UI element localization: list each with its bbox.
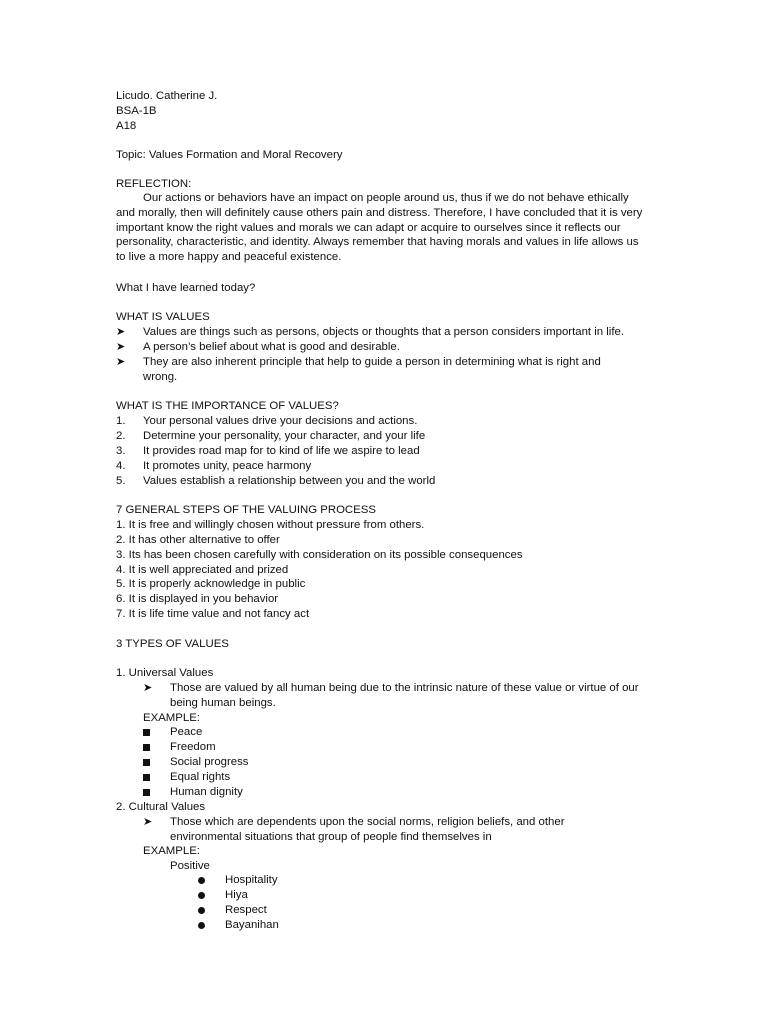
- list-item: It provides road map for to kind of life we aspire to lead: [143, 445, 420, 457]
- step-item: 1. It is free and willingly chosen without pressure from others.: [116, 519, 425, 531]
- circle-bullet-icon: [198, 892, 205, 899]
- student-section: A18: [116, 120, 137, 132]
- cultural-values-title: 2. Cultural Values: [116, 801, 206, 813]
- example-item: Peace: [170, 726, 203, 738]
- square-bullet-icon: [143, 774, 150, 781]
- example-item: Freedom: [170, 741, 216, 753]
- step-item: 2. It has other alternative to offer: [116, 534, 280, 546]
- circle-bullet-icon: [198, 877, 205, 884]
- step-item: 4. It is well appreciated and prized: [116, 564, 289, 576]
- student-course: BSA-1B: [116, 105, 157, 117]
- example-item: Social progress: [170, 756, 249, 768]
- example-item: Human dignity: [170, 786, 243, 798]
- list-item: They are also inherent principle that help to guide a person in determining what is right and wrong.: [143, 356, 601, 383]
- arrow-bullet-icon: ➤: [143, 682, 153, 694]
- topic-line: Topic: Values Formation and Moral Recovery: [116, 149, 343, 161]
- cultural-values-desc: Those which are dependents upon the social norms, religion beliefs, and other environmental situations that group of people find themselves in: [170, 816, 565, 843]
- positive-label: Positive: [170, 860, 210, 872]
- reflection-paragraph: Our actions or behaviors have an impact on people around us, thus if we do not behave ethically and morally, then will definitely cause others pain and distress. Therefore, I have concluded that it is very important know the right values and morals we can adapt or acquire to ourselves since it reflects our personality, characteristic, and identity. Always remember that having morals and values in life allows us to live a more happy and peaceful existence.: [116, 192, 643, 264]
- universal-values-desc: Those are valued by all human being due to the intrinsic nature of these value or virtue of our being human beings.: [170, 682, 639, 709]
- arrow-bullet-icon: ➤: [143, 816, 153, 828]
- example-label: EXAMPLE:: [143, 712, 200, 724]
- universal-values-title: 1. Universal Values: [116, 667, 214, 679]
- list-item: Your personal values drive your decisions and actions.: [143, 415, 418, 427]
- example-item: Bayanihan: [225, 919, 279, 931]
- arrow-bullet-icon: ➤: [116, 341, 126, 353]
- square-bullet-icon: [143, 729, 150, 736]
- step-item: 7. It is life time value and not fancy act: [116, 608, 310, 620]
- what-is-values-heading: WHAT IS VALUES: [116, 311, 210, 323]
- example-item: Hiya: [225, 889, 248, 901]
- square-bullet-icon: [143, 744, 150, 751]
- learned-question: What I have learned today?: [116, 282, 256, 294]
- steps-heading: 7 GENERAL STEPS OF THE VALUING PROCESS: [116, 504, 376, 516]
- circle-bullet-icon: [198, 922, 205, 929]
- list-item: Values are things such as persons, objects or thoughts that a person considers important in life.: [143, 326, 624, 338]
- types-heading: 3 TYPES OF VALUES: [116, 638, 229, 650]
- example-label: EXAMPLE:: [143, 845, 200, 857]
- list-item: A person’s belief about what is good and desirable.: [143, 341, 400, 353]
- list-item: Values establish a relationship between you and the world: [143, 475, 436, 487]
- reflection-heading: REFLECTION:: [116, 178, 192, 190]
- example-item: Respect: [225, 904, 267, 916]
- circle-bullet-icon: [198, 907, 205, 914]
- example-item: Hospitality: [225, 874, 278, 886]
- square-bullet-icon: [143, 789, 150, 796]
- list-number: 2.: [116, 430, 126, 442]
- list-item: Determine your personality, your character, and your life: [143, 430, 426, 442]
- arrow-bullet-icon: ➤: [116, 326, 126, 338]
- list-number: 4.: [116, 460, 126, 472]
- square-bullet-icon: [143, 759, 150, 766]
- student-name: Licudo. Catherine J.: [116, 90, 218, 102]
- example-item: Equal rights: [170, 771, 231, 783]
- importance-heading: WHAT IS THE IMPORTANCE OF VALUES?: [116, 400, 339, 412]
- step-item: 6. It is displayed in you behavior: [116, 593, 279, 605]
- list-number: 5.: [116, 475, 126, 487]
- arrow-bullet-icon: ➤: [116, 356, 126, 368]
- step-item: 3. Its has been chosen carefully with consideration on its possible consequences: [116, 549, 523, 561]
- list-item: It promotes unity, peace harmony: [143, 460, 312, 472]
- list-number: 3.: [116, 445, 126, 457]
- list-number: 1.: [116, 415, 126, 427]
- step-item: 5. It is properly acknowledge in public: [116, 578, 306, 590]
